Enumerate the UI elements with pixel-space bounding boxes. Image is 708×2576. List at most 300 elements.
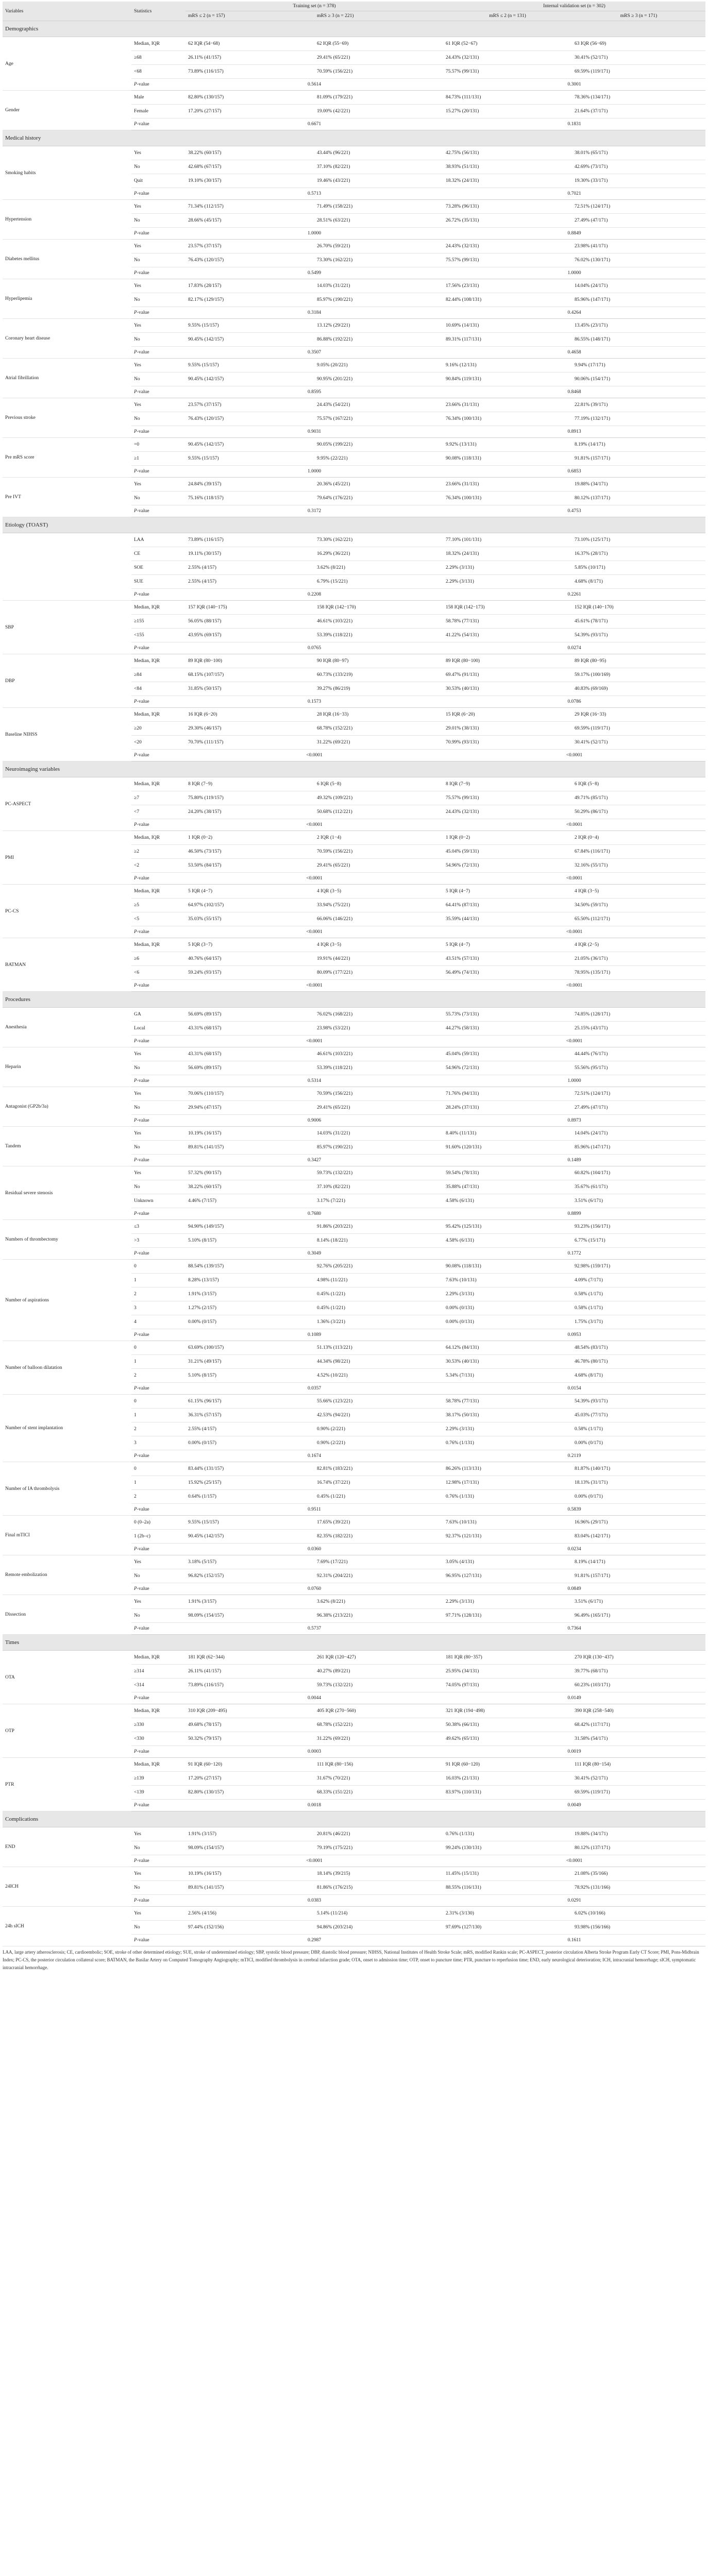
table-row (3, 885, 705, 899)
table-cell: 2.31% (3/130) (443, 1907, 572, 1921)
table-cell: 21.08% (35/166) (572, 1867, 705, 1881)
table-cell: 82.80% (130/157) (186, 1786, 314, 1800)
table-cell: 70.59% (156/221) (314, 845, 443, 859)
table-cell: 69.59% (119/171) (572, 65, 705, 79)
table-cell: 78.92% (131/166) (572, 1881, 705, 1895)
statistic-label: 1 (131, 1409, 186, 1422)
table-cell: 310 IQR (209−495) (186, 1704, 314, 1718)
table-cell: 60.73% (133/219) (314, 668, 443, 682)
statistic-label: No (131, 412, 186, 426)
table-cell: 1.75% (3/171) (572, 1315, 705, 1329)
header-validation-high: mRS ≥ 3 (n = 171) (572, 11, 705, 21)
p-value-training: <0.0001 (186, 873, 443, 885)
table-cell: 54.96% (72/131) (443, 1061, 572, 1075)
p-value-validation: <0.0001 (443, 750, 705, 761)
table-cell: 42.68% (67/157) (186, 160, 314, 174)
table-cell: 80.12% (137/171) (572, 1841, 705, 1855)
table-row (3, 708, 705, 722)
table-row (3, 478, 705, 492)
header-training-low: mRS ≤ 2 (n = 157) (186, 11, 314, 21)
statistic-label: 1 (131, 1274, 186, 1287)
p-value-label: P-value (131, 1746, 186, 1758)
statistic-label: 0 (131, 1395, 186, 1409)
statistic-label: 1 (131, 1476, 186, 1490)
table-cell: 9.92% (13/131) (443, 438, 572, 452)
variable-name: Age (3, 37, 131, 91)
table-cell: 81.09% (179/221) (314, 91, 443, 105)
table-cell: 91.81% (157/171) (572, 452, 705, 466)
p-value-validation: 0.4658 (443, 347, 705, 359)
table-cell: 68.15% (107/157) (186, 668, 314, 682)
p-value-validation: 0.8899 (443, 1208, 705, 1220)
statistic-label: No (131, 160, 186, 174)
table-cell: 24.43% (32/131) (443, 51, 572, 65)
table-cell: 31.67% (70/221) (314, 1772, 443, 1786)
table-cell: 2.55% (4/157) (186, 1422, 314, 1436)
table-cell: 14.03% (31/221) (314, 279, 443, 293)
table-cell: 93.98% (156/166) (572, 1921, 705, 1935)
table-cell: 29.41% (65/221) (314, 51, 443, 65)
table-cell: 44.44% (76/171) (572, 1047, 705, 1061)
p-value-training: 0.1674 (186, 1450, 443, 1462)
table-cell: 3.18% (5/157) (186, 1555, 314, 1569)
table-cell: 29.41% (65/221) (314, 1101, 443, 1115)
table-cell: 31.22% (69/221) (314, 736, 443, 750)
table-cell: 270 IQR (130−437) (572, 1651, 705, 1665)
table-cell: 23.57% (37/157) (186, 398, 314, 412)
table-cell: 64.97% (102/157) (186, 899, 314, 912)
p-value-training: 1.0000 (186, 466, 443, 478)
statistic-label: No (131, 1569, 186, 1583)
p-value-validation: 0.1772 (443, 1248, 705, 1260)
statistic-label: Local (131, 1022, 186, 1036)
table-cell: 66.06% (146/221) (314, 912, 443, 926)
statistic-label: No (131, 1141, 186, 1155)
statistic-label: 3 (131, 1436, 186, 1450)
table-cell: 18.13% (31/171) (572, 1476, 705, 1490)
statistic-label: Yes (131, 1867, 186, 1881)
table-cell: 58.78% (77/131) (443, 1395, 572, 1409)
table-cell: 99.24% (130/131) (443, 1841, 572, 1855)
table-cell: 3.51% (6/171) (572, 1194, 705, 1208)
variable-name: PC-CS (3, 885, 131, 938)
table-cell: 0.00% (0/157) (186, 1436, 314, 1450)
table-cell: 82.80% (130/157) (186, 91, 314, 105)
table-cell: 12.98% (17/131) (443, 1476, 572, 1490)
p-value-validation: 0.0019 (443, 1746, 705, 1758)
statistic-label: GA (131, 1008, 186, 1022)
p-value-training: 0.8595 (186, 386, 443, 398)
statistic-label: 0 (0–2a) (131, 1516, 186, 1530)
table-cell: 19.91% (44/221) (314, 952, 443, 966)
statistic-label: No (131, 1180, 186, 1194)
table-cell: 56.69% (89/157) (186, 1008, 314, 1022)
p-value-training: 0.0003 (186, 1746, 443, 1758)
p-value-training: <0.0001 (186, 819, 443, 831)
table-cell: 59.73% (132/221) (314, 1166, 443, 1180)
table-cell: 85.96% (147/171) (572, 293, 705, 307)
table-cell: 4.09% (7/171) (572, 1274, 705, 1287)
p-value-training: <0.0001 (186, 980, 443, 992)
table-cell: 69.47% (91/131) (443, 668, 572, 682)
table-row (3, 1462, 705, 1476)
table-row (3, 1087, 705, 1101)
table-row (3, 1220, 705, 1234)
section-title: Demographics (3, 21, 705, 37)
table-cell: 90.45% (142/157) (186, 438, 314, 452)
table-cell: 86.55% (148/171) (572, 333, 705, 347)
table-cell: 0.00% (0/171) (572, 1436, 705, 1450)
p-value-training: 0.0760 (186, 1583, 443, 1595)
table-cell: 73.30% (162/221) (314, 533, 443, 547)
variable-name: Number of stent implantation (3, 1395, 131, 1462)
p-value-validation: 0.7021 (443, 188, 705, 200)
table-cell: 24.43% (54/221) (314, 398, 443, 412)
p-value-label: P-value (131, 750, 186, 761)
section-row (3, 1635, 705, 1651)
p-value-label: P-value (131, 118, 186, 130)
table-cell: 20.36% (45/221) (314, 478, 443, 492)
statistic-label: Yes (131, 1595, 186, 1609)
statistic-label: Median, IQR (131, 708, 186, 722)
table-cell: 90.84% (119/131) (443, 372, 572, 386)
p-value-training: 0.5499 (186, 267, 443, 279)
variable-name: Heparin (3, 1047, 131, 1087)
table-cell: 28.51% (63/221) (314, 214, 443, 228)
table-cell: 90.08% (118/131) (443, 452, 572, 466)
table-cell: 2.55% (4/157) (186, 575, 314, 589)
p-value-label: P-value (131, 1800, 186, 1811)
table-cell: 26.11% (41/157) (186, 1665, 314, 1679)
statistic-label: ≥7 (131, 791, 186, 805)
table-cell: 63.69% (100/157) (186, 1341, 314, 1355)
p-value-validation: 0.0149 (443, 1692, 705, 1704)
p-value-label: P-value (131, 1208, 186, 1220)
table-cell: 0.00% (0/157) (186, 1315, 314, 1329)
p-value-label: P-value (131, 873, 186, 885)
table-cell: 76.02% (130/171) (572, 253, 705, 267)
p-value-label: P-value (131, 267, 186, 279)
statistic-label: Median, IQR (131, 37, 186, 51)
p-value-validation: 0.1489 (443, 1155, 705, 1166)
table-cell: 68.33% (151/221) (314, 1786, 443, 1800)
table-cell: 2.29% (3/131) (443, 1595, 572, 1609)
table-row (3, 1827, 705, 1841)
table-cell: 86.88% (192/221) (314, 333, 443, 347)
table-cell: 77.19% (132/171) (572, 412, 705, 426)
table-cell: 76.34% (100/131) (443, 412, 572, 426)
statistic-label: ≥139 (131, 1772, 186, 1786)
p-value-label: P-value (131, 1075, 186, 1087)
table-cell: 6 IQR (5−8) (572, 777, 705, 791)
variable-name: Dissection (3, 1595, 131, 1635)
p-value-label: P-value (131, 1155, 186, 1166)
p-value-validation: 0.1831 (443, 118, 705, 130)
table-cell: 8 IQR (7−9) (443, 777, 572, 791)
baseline-characteristics-table (3, 2, 705, 1946)
p-value-label: P-value (131, 1504, 186, 1516)
p-value-training: 0.3172 (186, 505, 443, 517)
statistic-label: Median, IQR (131, 885, 186, 899)
statistic-label: Median, IQR (131, 1704, 186, 1718)
table-cell: 83.44% (131/157) (186, 1462, 314, 1476)
p-value-training: 0.2208 (186, 589, 443, 601)
table-cell: 69.59% (119/171) (572, 1786, 705, 1800)
table-cell: 5.14% (11/214) (314, 1907, 443, 1921)
table-cell: 75.57% (99/131) (443, 791, 572, 805)
table-cell: 83.04% (142/171) (572, 1530, 705, 1544)
table-footnote: LAA, large artery atherosclerosis; CE, cardioembolic; SOE, stroke of other determined etiology; SUE, stroke of undetermined etiology; SBP, systolic blood pressure; DBP, diastolic blood pressure; NIHSS, National Institutes of Health Stroke Scale; mRS, modified Rankin scale; PC-ASPECT, posterior circulation Alberta Stroke Program Early CT Score; PMI, Pons-Midbrain Index; PC-CS, the posterior circulation collateral score; BATMAN, the Basilar Artery on Computed Tomography Angiography; mTICI, modified thrombolysis in cerebral infarction grade; OTA, onset to admission time; OTP, onset to puncture time; PTR, puncture to reperfusion time; END, early neurological deterioration; ICH, intracranial hemorrhage; sICH, symptomatic intracranial hemorrhage. (3, 1950, 699, 1970)
table-cell: 46.78% (80/171) (572, 1355, 705, 1369)
table-cell: 24.84% (39/157) (186, 478, 314, 492)
table-cell: 84.73% (111/131) (443, 91, 572, 105)
statistic-label: <139 (131, 1786, 186, 1800)
table-cell: 9.55% (15/157) (186, 1516, 314, 1530)
table-cell: 19.10% (30/157) (186, 174, 314, 188)
statistic-label: ≥6 (131, 952, 186, 966)
statistic-label: Yes (131, 1827, 186, 1841)
statistic-label: No (131, 492, 186, 505)
table-cell: 16.74% (37/221) (314, 1476, 443, 1490)
table-cell: 76.43% (120/157) (186, 412, 314, 426)
table-row (3, 438, 705, 452)
table-cell: 1.91% (3/157) (186, 1287, 314, 1301)
p-value-label: P-value (131, 1383, 186, 1395)
table-cell: 19.30% (33/171) (572, 174, 705, 188)
table-cell: 70.99% (93/131) (443, 736, 572, 750)
variable-name: Final mTICI (3, 1516, 131, 1555)
table-cell: 59.17% (100/169) (572, 668, 705, 682)
table-cell: 28.66% (45/157) (186, 214, 314, 228)
table-cell: 90.08% (118/131) (443, 1260, 572, 1274)
statistic-label: 2 (131, 1369, 186, 1383)
table-cell: 43.95% (69/157) (186, 629, 314, 642)
table-cell: 14.04% (24/171) (572, 1127, 705, 1141)
table-cell: 0.90% (2/221) (314, 1422, 443, 1436)
table-cell: 58.78% (77/131) (443, 615, 572, 629)
table-cell: 17.56% (23/131) (443, 279, 572, 293)
table-cell: 43.31% (68/157) (186, 1022, 314, 1036)
variable-name: Smoking habits (3, 146, 131, 200)
p-value-label: P-value (131, 228, 186, 240)
variable-name: Baseline NIHSS (3, 708, 131, 761)
table-cell: 10.19% (16/157) (186, 1127, 314, 1141)
table-cell: 54.96% (72/131) (443, 859, 572, 873)
table-cell: 0.58% (1/171) (572, 1287, 705, 1301)
p-value-validation: 0.4264 (443, 307, 705, 319)
variable-name: Anesthesia (3, 1008, 131, 1047)
statistic-label: No (131, 1061, 186, 1075)
statistic-label: 0 (131, 1260, 186, 1274)
p-value-label: P-value (131, 386, 186, 398)
table-row (3, 831, 705, 845)
table-cell: 73.89% (116/157) (186, 65, 314, 79)
table-cell: 9.94% (17/171) (572, 359, 705, 372)
table-cell: 0.45% (1/221) (314, 1301, 443, 1315)
p-value-validation: <0.0001 (443, 926, 705, 938)
statistic-label: <330 (131, 1732, 186, 1746)
statistic-label: Female (131, 105, 186, 118)
table-cell: 51.13% (113/221) (314, 1341, 443, 1355)
table-cell: 0.45% (1/221) (314, 1490, 443, 1504)
p-value-training: <0.0001 (186, 1855, 443, 1867)
variable-name: Tandem (3, 1127, 131, 1166)
statistic-label: ≥2 (131, 845, 186, 859)
table-cell: 90.06% (154/171) (572, 372, 705, 386)
table-cell: 38.22% (60/157) (186, 1180, 314, 1194)
p-value-label: P-value (131, 819, 186, 831)
table-cell: 89.81% (141/157) (186, 1141, 314, 1155)
statistic-label: CE (131, 547, 186, 561)
p-value-label: P-value (131, 347, 186, 359)
variable-name: OTA (3, 1651, 131, 1704)
table-cell: 50.29% (86/171) (572, 805, 705, 819)
p-value-validation: 0.8468 (443, 386, 705, 398)
table-cell: 73.28% (96/131) (443, 200, 572, 214)
variable-name: Residual severe stenosis (3, 1166, 131, 1220)
statistic-label: LAA (131, 533, 186, 547)
table-cell: 28 IQR (16−33) (314, 708, 443, 722)
table-cell: 30.41% (52/171) (572, 736, 705, 750)
table-cell: 45.03% (77/171) (572, 1409, 705, 1422)
table-cell: 77.10% (101/131) (443, 533, 572, 547)
table-cell: 50.68% (112/221) (314, 805, 443, 819)
table-cell: 6.02% (10/166) (572, 1907, 705, 1921)
table-cell: 60.82% (104/171) (572, 1166, 705, 1180)
table-cell: 4 IQR (2−5) (572, 938, 705, 952)
table-cell: 27.49% (47/171) (572, 214, 705, 228)
table-cell: 5.85% (10/171) (572, 561, 705, 575)
p-value-label: P-value (131, 1450, 186, 1462)
table-cell: 390 IQR (258−540) (572, 1704, 705, 1718)
p-value-label: P-value (131, 188, 186, 200)
table-cell: 24.43% (32/131) (443, 240, 572, 253)
table-cell: 34.50% (59/171) (572, 899, 705, 912)
table-cell: 89 IQR (80−95) (572, 654, 705, 668)
statistic-label: ≤3 (131, 1220, 186, 1234)
table-cell: 83.97% (110/131) (443, 1786, 572, 1800)
p-value-label: P-value (131, 1248, 186, 1260)
table-cell: 59.54% (78/131) (443, 1166, 572, 1180)
header-training-high: mRS ≥ 3 (n = 221) (314, 11, 443, 21)
table-cell: 97.71% (128/131) (443, 1609, 572, 1623)
table-cell: 44.34% (98/221) (314, 1355, 443, 1369)
table-cell: 38.22% (60/157) (186, 146, 314, 160)
table-cell: 64.41% (87/131) (443, 899, 572, 912)
p-value-training: 0.5713 (186, 188, 443, 200)
statistic-label: No (131, 253, 186, 267)
table-cell: 4.46% (7/157) (186, 1194, 314, 1208)
statistic-label: Yes (131, 1555, 186, 1569)
statistic-label: Male (131, 91, 186, 105)
table-cell: 3.05% (4/131) (443, 1555, 572, 1569)
table-cell: 17.65% (39/221) (314, 1516, 443, 1530)
table-cell: 4.58% (6/131) (443, 1234, 572, 1248)
p-value-validation: 0.8913 (443, 426, 705, 438)
variable-name: OTP (3, 1704, 131, 1758)
table-cell: 68.78% (152/221) (314, 722, 443, 736)
statistic-label: <84 (131, 682, 186, 696)
table-cell: 18.32% (24/131) (443, 174, 572, 188)
table-cell: 70.59% (156/221) (314, 1087, 443, 1101)
p-value-label: P-value (131, 1855, 186, 1867)
p-value-label: P-value (131, 1036, 186, 1047)
p-value-validation: 0.7364 (443, 1623, 705, 1635)
table-cell: 0.58% (1/171) (572, 1422, 705, 1436)
variable-name: END (3, 1827, 131, 1867)
table-cell: 93.23% (156/171) (572, 1220, 705, 1234)
table-cell: 92.76% (205/221) (314, 1260, 443, 1274)
table-cell: 37.10% (82/221) (314, 160, 443, 174)
table-row (3, 1907, 705, 1921)
table-cell: 7.69% (17/221) (314, 1555, 443, 1569)
table-cell: 181 IQR (80−357) (443, 1651, 572, 1665)
table-cell: 23.66% (31/131) (443, 478, 572, 492)
table-cell: 62 IQR (55−69) (314, 37, 443, 51)
statistic-label: <314 (131, 1679, 186, 1692)
table-cell: 90.95% (201/221) (314, 372, 443, 386)
section-row (3, 517, 705, 533)
table-cell: 56.49% (74/131) (443, 966, 572, 980)
statistic-label: <5 (131, 912, 186, 926)
table-cell: 73.30% (162/221) (314, 253, 443, 267)
statistic-label: SOE (131, 561, 186, 575)
table-cell: 14.03% (31/221) (314, 1127, 443, 1141)
section-row (3, 992, 705, 1008)
variable-name: 24ICH (3, 1867, 131, 1907)
p-value-validation: 0.8849 (443, 228, 705, 240)
table-cell: 90.05% (199/221) (314, 438, 443, 452)
table-cell: 97.44% (152/156) (186, 1921, 314, 1935)
p-value-validation: 0.2119 (443, 1450, 705, 1462)
table-cell: 405 IQR (270−560) (314, 1704, 443, 1718)
table-cell: 82.44% (108/131) (443, 293, 572, 307)
table-cell: 38.17% (50/131) (443, 1409, 572, 1422)
p-value-label: P-value (131, 505, 186, 517)
table-cell: 15.92% (25/157) (186, 1476, 314, 1490)
table-cell: 6 IQR (5−8) (314, 777, 443, 791)
table-cell: 73.89% (116/157) (186, 533, 314, 547)
section-row (3, 130, 705, 146)
variable-name: Numbers of thrombectomy (3, 1220, 131, 1260)
table-cell: 82.17% (129/157) (186, 293, 314, 307)
table-cell: 8.28% (13/157) (186, 1274, 314, 1287)
table-cell: 26.11% (41/157) (186, 51, 314, 65)
table-cell: 10.19% (16/157) (186, 1867, 314, 1881)
table-cell: 1.36% (3/221) (314, 1315, 443, 1329)
table-cell: 49.32% (109/221) (314, 791, 443, 805)
table-cell: 39.27% (86/219) (314, 682, 443, 696)
table-cell: 6.77% (15/171) (572, 1234, 705, 1248)
table-row (3, 398, 705, 412)
table-cell: 91.81% (157/171) (572, 1569, 705, 1583)
variable-name: PC-ASPECT (3, 777, 131, 831)
variable-name: DBP (3, 654, 131, 708)
statistic-label: 4 (131, 1315, 186, 1329)
table-cell: 71.34% (112/157) (186, 200, 314, 214)
table-cell: 35.88% (47/131) (443, 1180, 572, 1194)
table-cell: 88.55% (116/131) (443, 1881, 572, 1895)
table-cell: 17.20% (27/157) (186, 1772, 314, 1786)
table-cell: 11.45% (15/131) (443, 1867, 572, 1881)
table-cell: 5.10% (8/157) (186, 1234, 314, 1248)
table-cell: 82.81% (183/221) (314, 1462, 443, 1476)
table-cell: 29.41% (65/221) (314, 859, 443, 873)
table-cell: 4 IQR (3−5) (572, 885, 705, 899)
p-value-training: 0.2987 (186, 1935, 443, 1946)
section-row (3, 761, 705, 777)
table-row (3, 601, 705, 615)
